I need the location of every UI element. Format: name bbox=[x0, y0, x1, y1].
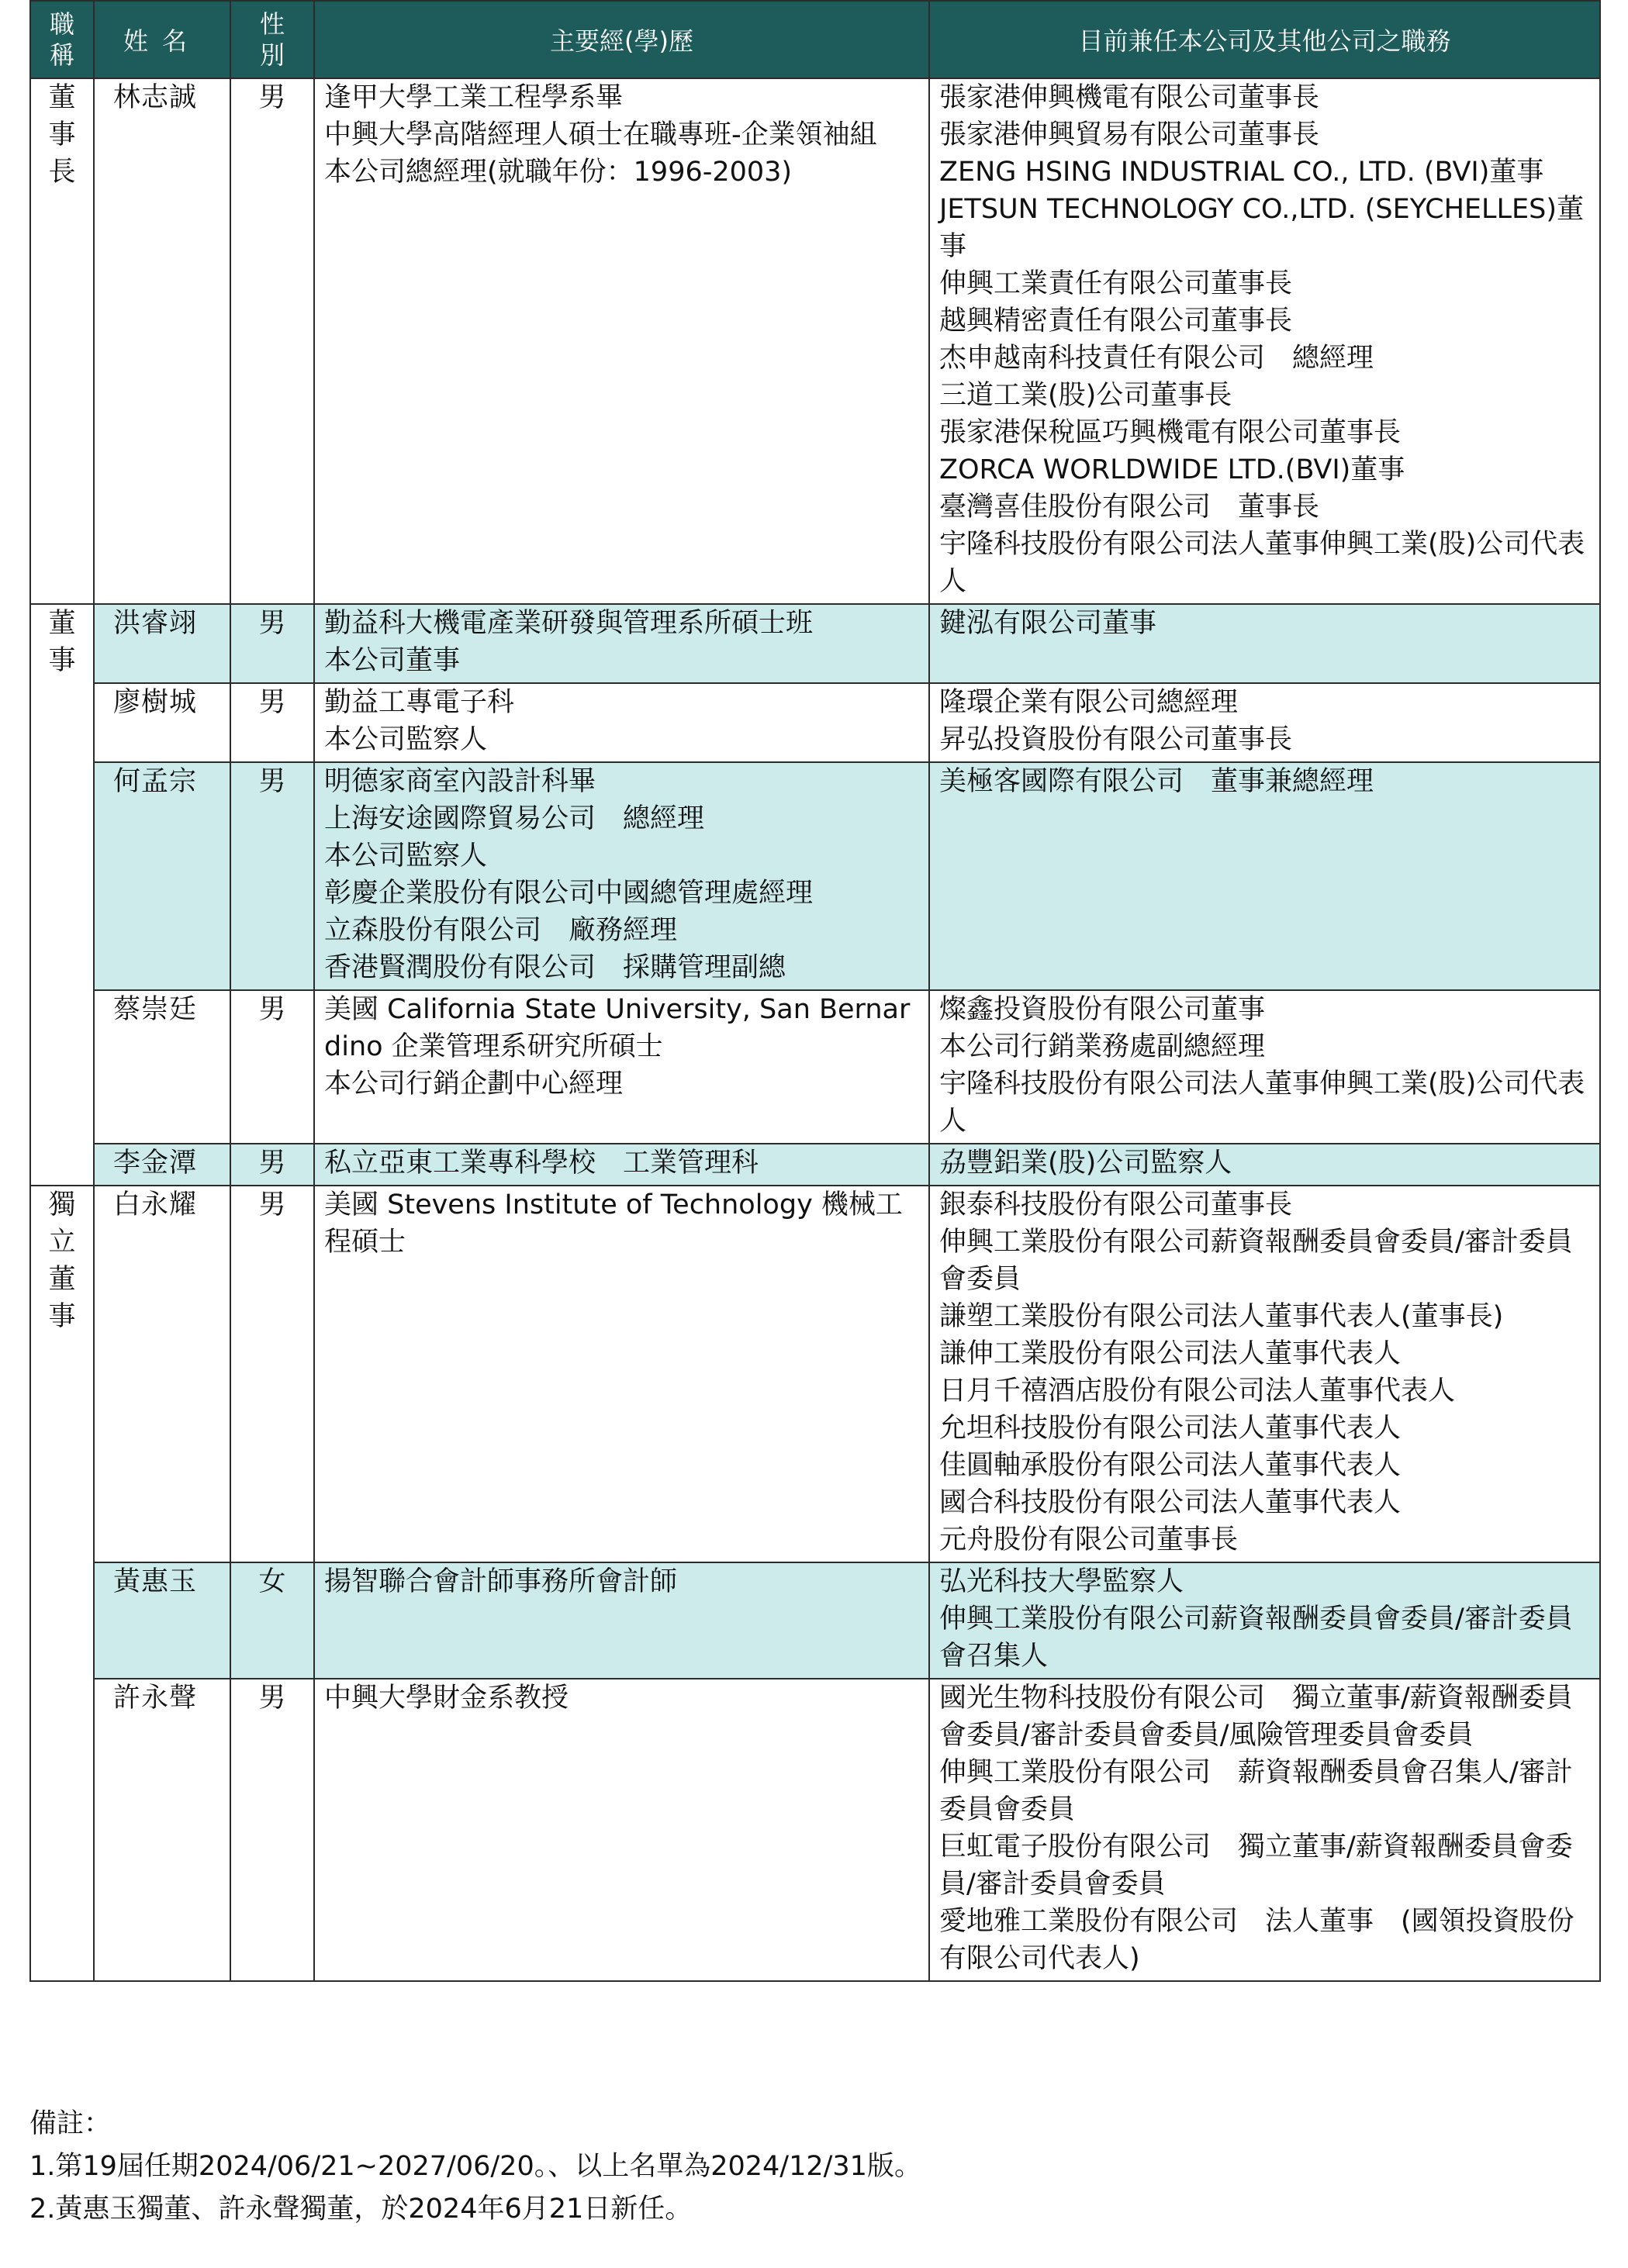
table-row bbox=[30, 990, 1600, 1144]
director-positions-cell bbox=[929, 78, 1600, 604]
header-title bbox=[30, 1, 94, 78]
director-name-cell bbox=[94, 1144, 230, 1186]
director-name: 洪睿翊 bbox=[113, 608, 198, 639]
table-row bbox=[30, 1186, 1600, 1562]
director-gender-cell bbox=[230, 604, 314, 683]
table-row bbox=[30, 1679, 1600, 1981]
director-education: 明德家商室內設計科畢 上海安途國際貿易公司 總經理 本公司監察人 彰慶企業股份有限公司中國總管理處經理 立森股份有限公司 廠務經理 香港賢潤股份有限公司 採購管理副總 bbox=[324, 766, 814, 983]
director-positions-cell bbox=[929, 1144, 1600, 1186]
director-education: 勤益科大機電產業研發與管理系所碩士班 本公司董事 bbox=[324, 608, 814, 676]
director-name: 李金潭 bbox=[113, 1148, 198, 1179]
director-education: 私立亞東工業專科學校 工業管理科 bbox=[324, 1148, 759, 1179]
director-gender: 男 bbox=[258, 1683, 286, 1714]
director-education-cell bbox=[314, 1144, 929, 1186]
director-name-cell bbox=[94, 78, 230, 604]
director-name-cell bbox=[94, 604, 230, 683]
director-education-cell bbox=[314, 78, 929, 604]
director-education-cell bbox=[314, 762, 929, 990]
director-positions: 銀泰科技股份有限公司董事長 伸興工業股份有限公司薪資報酬委員會委員/審計委員會委員 謙塑工業股份有限公司法人董事代表人(董事長) 謙伸工業股份有限公司法人董事代表人 日月千禧酒店股份有限公司法人董事代表人 允坦科技股份有限公司法人董事代表人 佳圓軸承股份有限公司法人董事代表人 國合科技股份有限公司法人董事代表人 元舟股份有限公司董事長 bbox=[939, 1189, 1573, 1555]
director-education-cell bbox=[314, 1679, 929, 1981]
director-name-cell bbox=[94, 1679, 230, 1981]
director-positions-cell bbox=[929, 683, 1600, 762]
role-title: 董 事 長 bbox=[48, 82, 76, 188]
director-name-cell bbox=[94, 683, 230, 762]
table-row bbox=[30, 1144, 1600, 1186]
directors-table-section bbox=[29, 0, 1599, 1982]
director-positions-cell bbox=[929, 990, 1600, 1144]
director-gender: 女 bbox=[258, 1566, 286, 1597]
director-gender: 男 bbox=[258, 1189, 286, 1220]
header-gender bbox=[230, 1, 314, 78]
director-positions: 隆環企業有限公司總經理 昇弘投資股份有限公司董事長 bbox=[939, 687, 1293, 755]
table-row bbox=[30, 78, 1600, 604]
director-name-cell bbox=[94, 762, 230, 990]
header-name-text: 姓名 bbox=[123, 26, 201, 56]
notes bbox=[29, 2103, 921, 2231]
role-title: 董 事 bbox=[48, 608, 76, 676]
director-positions: 劦豐鋁業(股)公司監察人 bbox=[939, 1148, 1232, 1179]
header-positions-text: 目前兼任本公司及其他公司之職務 bbox=[1078, 26, 1451, 56]
directors-table bbox=[29, 0, 1601, 1982]
director-name: 廖樹城 bbox=[113, 687, 198, 718]
table-body bbox=[30, 78, 1600, 1981]
table-row bbox=[30, 604, 1600, 683]
director-gender-cell bbox=[230, 1562, 314, 1679]
director-positions-cell bbox=[929, 762, 1600, 990]
director-positions-cell bbox=[929, 1186, 1600, 1562]
director-education: 逢甲大學工業工程學系畢 中興大學高階經理人碩士在職專班-企業領袖組 本公司總經理(就職年份：1996-2003) bbox=[324, 82, 877, 188]
director-gender-cell bbox=[230, 1186, 314, 1562]
director-education: 中興大學財金系教授 bbox=[324, 1683, 569, 1714]
director-gender: 男 bbox=[258, 687, 286, 718]
role-title-cell bbox=[30, 78, 94, 604]
header-gender-text: 性 別 bbox=[259, 9, 285, 70]
notes-heading: 備註： bbox=[29, 2108, 112, 2139]
director-gender: 男 bbox=[258, 82, 286, 113]
role-title-cell bbox=[30, 604, 94, 1186]
director-positions: 美極客國際有限公司 董事兼總經理 bbox=[939, 766, 1374, 797]
director-gender-cell bbox=[230, 1144, 314, 1186]
header-row bbox=[30, 1, 1600, 78]
director-education: 揚智聯合會計師事務所會計師 bbox=[324, 1566, 678, 1597]
note-term: 1.第19屆任期2024/06/21~2027/06/20。、以上名單為2024/12/31版。 bbox=[29, 2151, 921, 2182]
director-positions-cell bbox=[929, 604, 1600, 683]
director-gender: 男 bbox=[258, 994, 286, 1025]
director-positions-cell bbox=[929, 1679, 1600, 1981]
director-gender: 男 bbox=[258, 766, 286, 797]
director-name-cell bbox=[94, 990, 230, 1144]
note-new-independent-directors: 2.黃惠玉獨董、許永聲獨董，於2024年6月21日新任。 bbox=[29, 2194, 693, 2225]
director-gender-cell bbox=[230, 78, 314, 604]
director-education: 美國 Stevens Institute of Technology 機械工程碩士 bbox=[324, 1189, 903, 1258]
director-name: 許永聲 bbox=[113, 1683, 198, 1714]
director-name: 蔡崇廷 bbox=[113, 994, 198, 1025]
director-positions: 鍵泓有限公司董事 bbox=[939, 608, 1157, 639]
header-education-text: 主要經(學)歷 bbox=[550, 26, 693, 56]
director-gender: 男 bbox=[258, 608, 286, 639]
table-row bbox=[30, 1562, 1600, 1679]
director-gender-cell bbox=[230, 1679, 314, 1981]
director-education-cell bbox=[314, 683, 929, 762]
director-education: 美國 California State University, San Bernardino 企業管理系研究所碩士 本公司行銷企劃中心經理 bbox=[324, 994, 911, 1099]
director-positions: 國光生物科技股份有限公司 獨立董事/薪資報酬委員會委員/審計委員會委員/風險管理委員會委員 伸興工業股份有限公司 薪資報酬委員會召集人/審計委員會委員 巨虹電子股份有限公司 獨立董事/薪資報酬委員會委員/審計委員會委員 愛地雅工業股份有限公司 法人董事 (國領投資股份有限公司代表人) bbox=[939, 1683, 1574, 1974]
header-positions bbox=[929, 1, 1600, 78]
table-row bbox=[30, 683, 1600, 762]
director-positions-cell bbox=[929, 1562, 1600, 1679]
director-education-cell bbox=[314, 604, 929, 683]
role-title: 獨 立 董 事 bbox=[48, 1189, 76, 1332]
director-positions: 燦鑫投資股份有限公司董事 本公司行銷業務處副總經理 宇隆科技股份有限公司法人董事伸興工業(股)公司代表人 bbox=[939, 994, 1585, 1137]
director-education-cell bbox=[314, 1186, 929, 1562]
director-name: 林志誠 bbox=[113, 82, 198, 113]
director-gender: 男 bbox=[258, 1148, 286, 1179]
director-name: 黃惠玉 bbox=[113, 1566, 198, 1597]
header-education bbox=[314, 1, 929, 78]
director-education: 勤益工專電子科 本公司監察人 bbox=[324, 687, 515, 755]
header-name bbox=[94, 1, 230, 78]
director-education-cell bbox=[314, 990, 929, 1144]
director-gender-cell bbox=[230, 762, 314, 990]
director-gender-cell bbox=[230, 683, 314, 762]
director-name: 何孟宗 bbox=[113, 766, 198, 797]
header-title-text: 職 稱 bbox=[49, 9, 74, 70]
table-row bbox=[30, 762, 1600, 990]
director-education-cell bbox=[314, 1562, 929, 1679]
director-positions: 張家港伸興機電有限公司董事長 張家港伸興貿易有限公司董事長 ZENG HSING INDUSTRIAL CO., LTD. (BVI)董事 JETSUN TECHNOLOGY CO.,LTD. (SEYCHELLES)董事 伸興工業責任有限公司董事長 越興精密責任有限公司董事長 杰申越南科技責任有限公司 總經理 三道工業(股)公司董事長 張家港保稅區巧興機電有限公司董事長 ZORCA WORLDWIDE LTD.(BVI)董事 臺灣喜佳股份有限公司 董事長 宇隆科技股份有限公司法人董事伸興工業(股)公司代表人 bbox=[939, 82, 1585, 597]
director-name-cell bbox=[94, 1186, 230, 1562]
director-name: 白永耀 bbox=[113, 1189, 198, 1220]
director-name-cell bbox=[94, 1562, 230, 1679]
role-title-cell bbox=[30, 1186, 94, 1981]
director-gender-cell bbox=[230, 990, 314, 1144]
director-positions: 弘光科技大學監察人 伸興工業股份有限公司薪資報酬委員會委員/審計委員會召集人 bbox=[939, 1566, 1573, 1672]
